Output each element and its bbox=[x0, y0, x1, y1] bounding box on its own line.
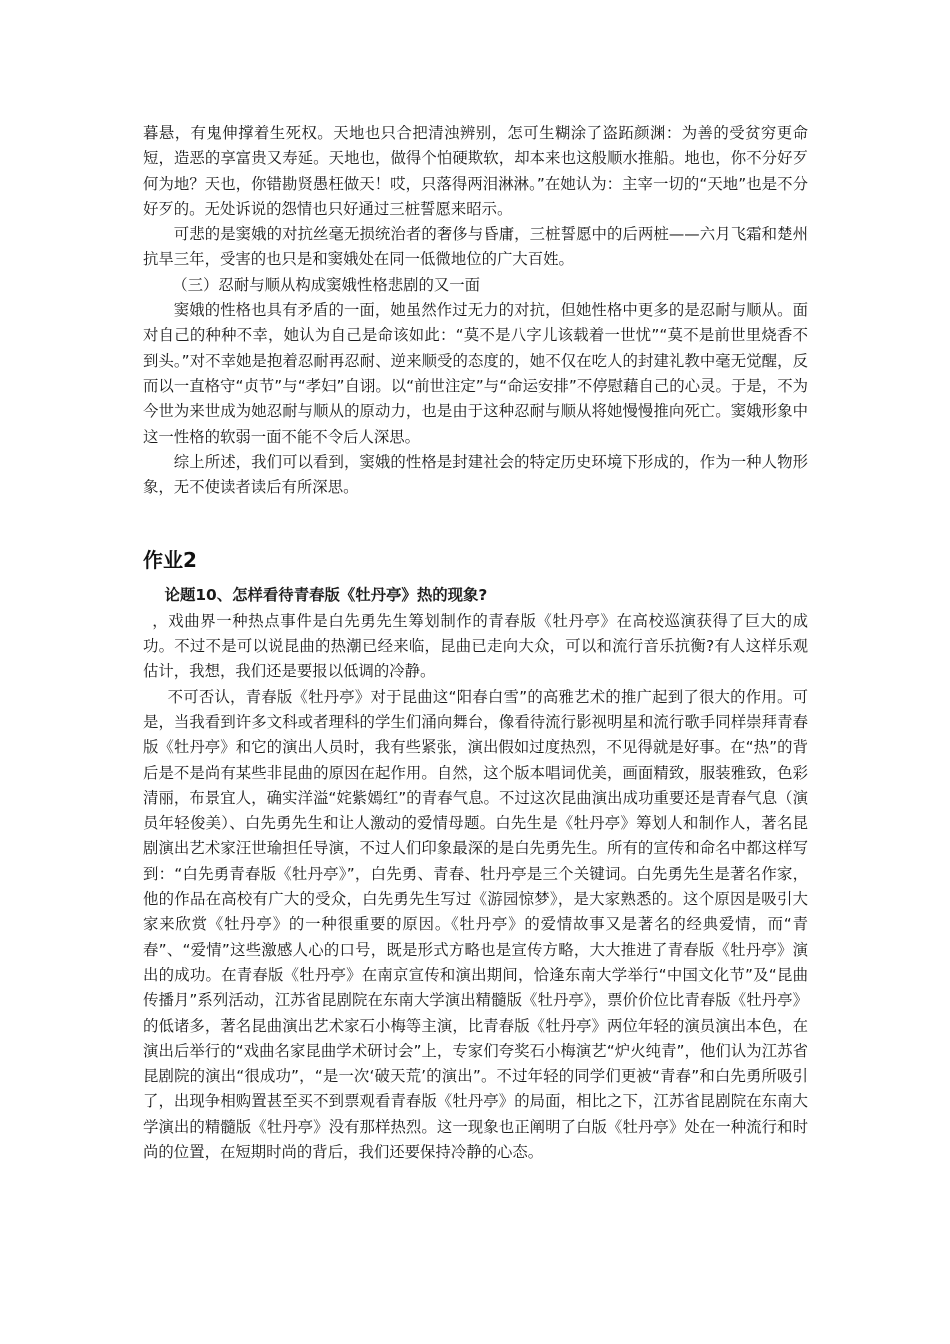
paragraph-patience: 窦娥的性格也具有矛盾的一面，她虽然作过无力的对抗，但她性格中更多的是忍耐与顺从。面对自己的种种不幸，她认为自己是命该如此：“莫不是八字儿该载着一世忧”“莫不是前世里烧香不到头。”对不幸她是抱着忍耐再忍耐、逆来顺受的态度的，她不仅在吃人的封建礼教中毫无觉醒，反而以一直格守“贞节”与“孝妇”自诩。以“前世注定”与“命运安排”不停慰藉自己的心灵。于是，不为今世为来世成为她忍耐与顺从的原动力，也是由于这种忍耐与顺从将她慢慢推向死亡。窦娥形象中这一性格的软弱一面不能不令后人深思。 bbox=[143, 301, 808, 446]
paragraph-continuation: 暮悬，有鬼伸撑着生死权。天地也只合把清浊辨别，怎可生糊涂了盗跖颜渊：为善的受贫穷更命短，造恶的享富贵又寿延。天地也，做得个怕硬欺软，却本来也这般顺水推船。地也，你不分好歹何为地？天也，你错勘贤愚枉做天！哎，只落得两泪淋淋。”在她认为：主宰一切的“天地”也是不分好歹的。无处诉说的怨情也只好通过三桩誓愿来昭示。 bbox=[143, 124, 808, 218]
paragraph-conclusion: 综上所述，我们可以看到，窦娥的性格是封建社会的特定历史环境下形成的，作为一种人物形象，无不使读者读后有所深思。 bbox=[143, 452, 808, 497]
document-body bbox=[143, 121, 808, 1165]
section-heading-three: （三）忍耐与顺从构成窦娥性格悲剧的又一面 bbox=[172, 275, 481, 294]
topic-heading: 论题10、怎样看待青春版《牡丹亭》热的现象? bbox=[164, 586, 488, 605]
paragraph-intro: ，戏曲界一种热点事件是白先勇先生筹划制作的青春版《牡丹亭》在高校巡演获得了巨大的成功。不过不是可以说昆曲的热潮已经来临，昆曲已走向大众，可以和流行音乐抗衡?有人这样乐观估计，我想，我们还是要报以低调的冷静。 bbox=[143, 611, 808, 681]
assignment-title: 作业2 bbox=[143, 548, 197, 573]
paragraph-pity: 可悲的是窦娥的对抗丝毫无损统治者的奢侈与昏庸，三桩誓愿中的后两桩——六月飞霜和楚州抗旱三年，受害的也只是和窦娥处在同一低微地位的广大百姓。 bbox=[143, 225, 808, 269]
paragraph-body: 不可否认，青春版《牡丹亭》对于昆曲这“阳春白雪”的高雅艺术的推广起到了很大的作用。可是，当我看到许多文科或者理科的学生们涌向舞台，像看待流行影视明星和流行歌手同样崇拜青春版《牡丹亭》和它的演出人员时，我有些紧张，演出假如过度热烈，不见得就是好事。在“热”的背后是不是尚有某些非昆曲的原因在起作用。自然，这个版本唱词优美，画面精致，服装雅致，色彩清丽，布景宜人，确实洋溢“姹紫嫣红”的青春气息。不过这次昆曲演出成功重要还是青春气息（演员年轻俊美）、白先勇先生和让人激动的爱情母题。白先生是《牡丹亭》筹划人和制作人，著名昆剧演出艺术家汪世瑜担任导演，不过人们印象最深的是白先勇先生。所有的宣传和命名中都这样写到：“白先勇青春版《牡丹亭》”，白先勇、青春、牡丹亭是三个关键词。白先勇先生是著名作家，他的作品在高校有广大的受众，白先勇先生写过《游园惊梦》，是大家熟悉的。这个原因是吸引大家来欣赏《牡丹亭》的一种很重要的原因。《牡丹亭》的爱情故事又是著名的经典爱情，而“青春”、“爱情”这些激感人心的口号，既是形式方略也是宣传方略，大大推进了青春版《牡丹亭》演出的成功。在青春版《牡丹亭》在南京宣传和演出期间，恰逢东南大学举行“中国文化节”及“昆曲传播月”系列活动，江苏省昆剧院在东南大学演出精髓版《牡丹亭》，票价价位比青春版《牡丹亭》的低诸多，著名昆曲演出艺术家石小梅等主演，比青春版《牡丹亭》两位年轻的演员演出本色，在演出后举行的“戏曲名家昆曲学术研讨会”上，专家们夸奖石小梅演艺“炉火纯青”，他们认为江苏省昆剧院的演出“很成功”，“是一次‘破天荒’的演出”。不过年轻的同学们更被“青春”和白先勇所吸引了，出现争相购置甚至买不到票观看青春版《牡丹亭》的局面，相比之下，江苏省昆剧院在东南大学演出的精髓版《牡丹亭》没有那样热烈。这一现象也正阐明了白版《牡丹亭》处在一种流行和时尚的位置，在短期时尚的背后，我们还要保持冷静的心态。 bbox=[143, 687, 808, 1161]
